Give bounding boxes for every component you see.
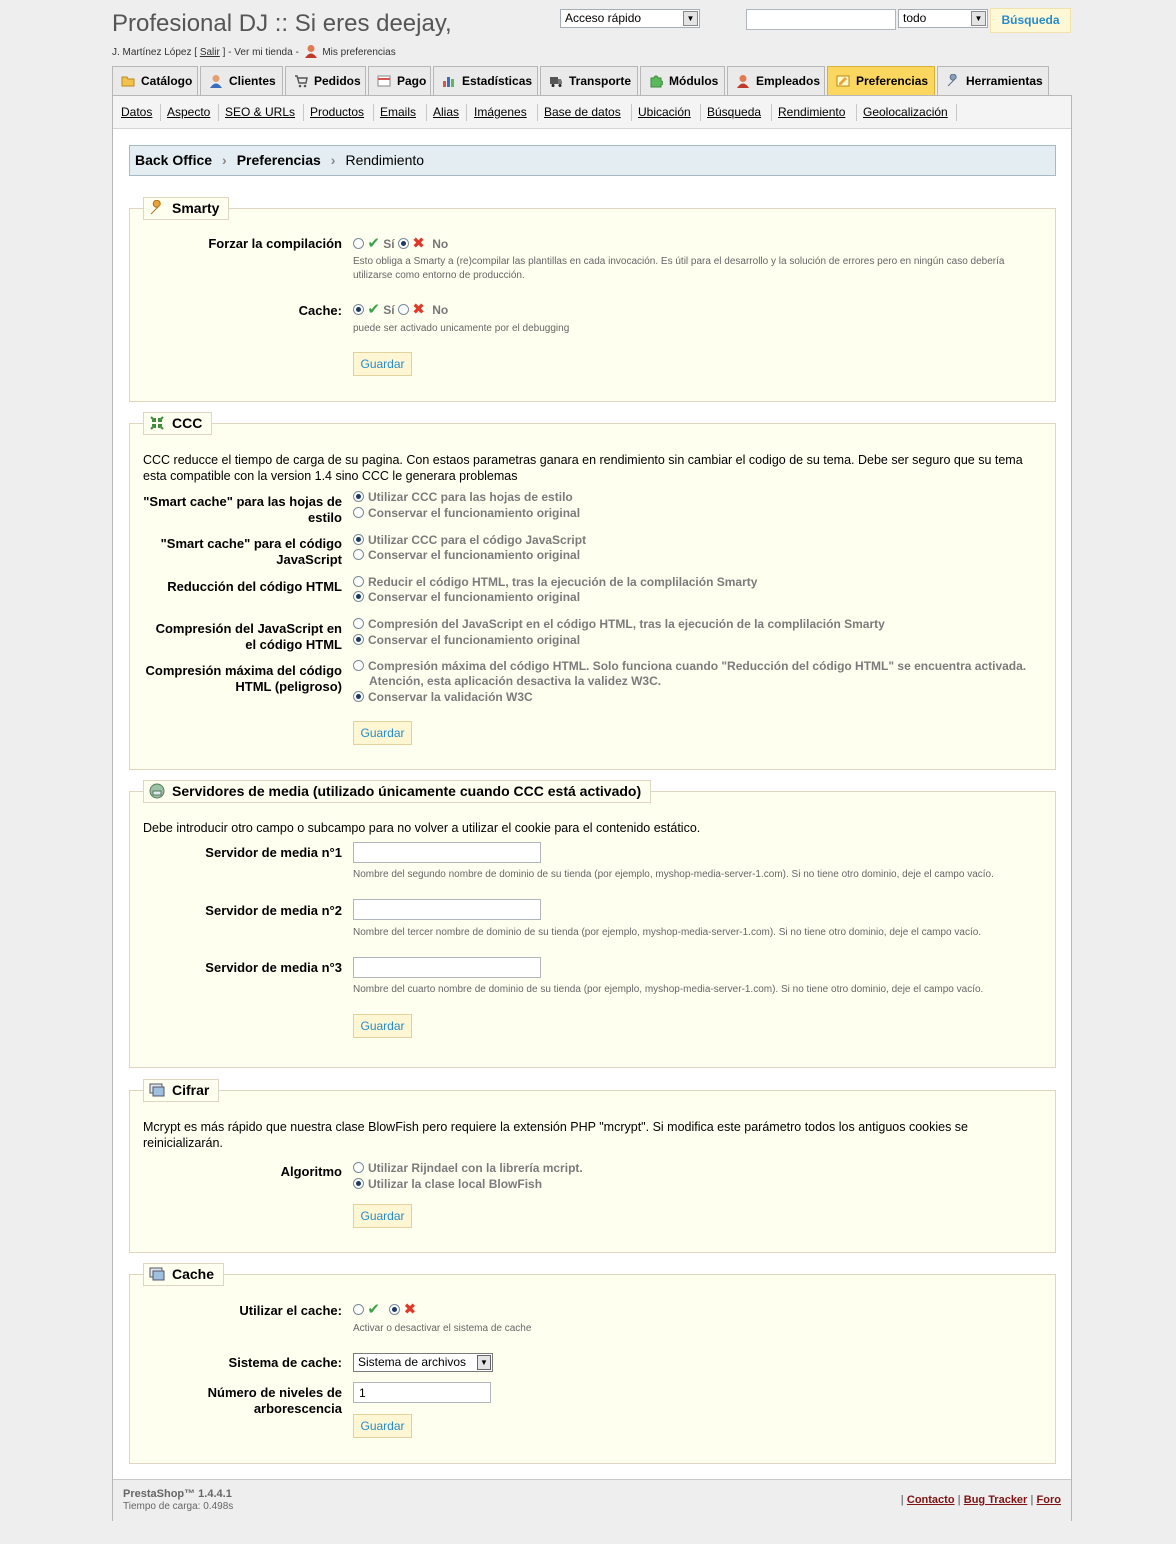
- payment-icon: [377, 74, 391, 88]
- ccc-js-option-2[interactable]: [353, 548, 580, 563]
- tab-label: Empleados: [756, 74, 821, 88]
- option-label: Utilizar Rijndael con la librería mcript.: [368, 1161, 583, 1175]
- preferences-icon: [836, 74, 850, 88]
- media-intro: Debe introducir otro campo o subcampo para no volver a utilizar el cookie para el contenido estático.: [143, 821, 701, 835]
- user-line: J. Martínez López [ Salir ] - Ver mi tienda - Mis preferencias: [112, 44, 396, 58]
- check-icon: ✔: [367, 1301, 380, 1318]
- media-server-2-hint: Nombre del tercer nombre de dominio de su tienda (por ejemplo, myshop-media-server-1.com). Si no tiene otro dominio, deje el campo vacío.: [353, 927, 982, 938]
- algorithm-option-blowfish[interactable]: [353, 1177, 542, 1192]
- ccc-css-option-2[interactable]: [353, 506, 580, 521]
- ccc-legend: [143, 412, 212, 435]
- cache-legend: [143, 1263, 224, 1286]
- search-scope-select[interactable]: [898, 9, 988, 28]
- subnav-seo-urls[interactable]: SEO & URLs: [225, 105, 296, 119]
- quick-access-value: Acceso rápido: [565, 11, 642, 25]
- media-server-3-hint: Nombre del cuarto nombre de dominio de su tienda (por ejemplo, myshop-media-server-1.com). Si no tiene otro dominio, deje el campo vacío.: [353, 984, 984, 995]
- use-cache-hint: Activar o desactivar el sistema de cache: [353, 1323, 532, 1334]
- algorithm-label: Algoritmo: [280, 1164, 342, 1179]
- ccc-css-radio-1[interactable]: [353, 491, 364, 502]
- subnav-imagenes[interactable]: Imágenes: [474, 105, 527, 119]
- breadcrumb-item[interactable]: Preferencias: [236, 152, 321, 168]
- tab-label: Módulos: [669, 74, 719, 88]
- user-icon: [304, 44, 318, 58]
- stats-icon: [442, 74, 456, 88]
- algorithm-option-rijndael[interactable]: [353, 1161, 583, 1176]
- tab-label: Transporte: [569, 74, 632, 88]
- option-label: Utilizar la clase local BlowFish: [368, 1177, 543, 1191]
- sub-navigation: [113, 96, 1071, 129]
- media-server-1-hint: Nombre del segundo nombre de dominio de su tienda (por ejemplo, myshop-media-server-1.com). Si no tiene otro dominio, deje el campo vacío.: [353, 869, 994, 880]
- option-label: Reducir el código HTML, tras la ejecución de la complilación Smarty: [368, 575, 758, 589]
- cache-system-select[interactable]: [353, 1353, 493, 1372]
- tab-label: Herramientas: [966, 74, 1043, 88]
- site-title: Profesional DJ :: Si eres deejay,: [112, 10, 452, 37]
- my-preferences-link[interactable]: Mis preferencias: [322, 47, 396, 58]
- media-servers-section: [129, 783, 1056, 1068]
- subnav-geolocalizacion[interactable]: Geolocalización: [863, 105, 948, 119]
- ccc-hmax-radio-1[interactable]: [353, 660, 364, 671]
- use-cache-label: Utilizar el cache:: [239, 1303, 342, 1318]
- search-scope-value: todo: [903, 11, 927, 25]
- yes-label: Sí: [383, 237, 395, 251]
- force-compile-hint: Esto obliga a Smarty a (re)compilar las plantillas en cada invocación. Es útil para el desarrollo y la solución de errores pero en ningún caso debería utilizarse como entorno de producción.: [353, 256, 1005, 281]
- tab-label: Estadísticas: [462, 74, 533, 88]
- employee-icon: [736, 74, 750, 88]
- cart-icon: [294, 74, 308, 88]
- load-time-text: Tiempo de carga: 0.498s: [123, 1501, 234, 1512]
- cross-icon: ✖: [412, 235, 425, 252]
- breadcrumb-item[interactable]: Back Office: [135, 152, 213, 168]
- ccc-hmax-option-1[interactable]: [353, 659, 1033, 689]
- ccc-css-label: "Smart cache" para las hojas de estilo: [143, 494, 342, 525]
- search-input[interactable]: [746, 9, 896, 30]
- cache-yes-radio[interactable]: [353, 304, 364, 315]
- cipher-intro: Mcrypt es más rápido que nuestra clase BlowFish pero requiere la extensión PHP "mcrypt". Si modifica este parámetro todos los antiguos cookies se reinicializarán.: [143, 1120, 969, 1150]
- media-server-3-label: Servidor de media n°3: [205, 960, 342, 975]
- tab-pago[interactable]: [368, 66, 431, 96]
- subnav-emails[interactable]: Emails: [380, 105, 417, 119]
- tab-estadisticas[interactable]: [433, 66, 538, 96]
- view-store-link[interactable]: Ver mi tienda: [234, 47, 293, 58]
- subnav-busqueda[interactable]: Búsqueda: [707, 105, 762, 119]
- version-text: PrestaShop™ 1.4.4.1: [123, 1488, 232, 1500]
- contact-link[interactable]: Contacto: [906, 1494, 955, 1506]
- user-icon: [209, 74, 223, 88]
- option-label: Conservar el funcionamiento original: [368, 590, 581, 604]
- ccc-css-option-1[interactable]: [353, 490, 573, 505]
- tab-clientes[interactable]: [200, 66, 283, 96]
- computer-icon: [149, 1082, 165, 1098]
- logout-link[interactable]: Salir: [199, 47, 220, 58]
- smarty-legend: [143, 197, 229, 220]
- cache-system-value: Sistema de archivos: [358, 1355, 467, 1369]
- cache-no-radio[interactable]: [398, 304, 409, 315]
- tab-label: Pedidos: [314, 74, 361, 88]
- cache-title: Cache: [172, 1266, 215, 1282]
- cache-save-button[interactable]: Guardar: [353, 1414, 412, 1438]
- cache-label: Cache:: [298, 303, 342, 318]
- subnav-aspecto[interactable]: Aspecto: [167, 105, 211, 119]
- chevron-down-icon: ▼: [683, 11, 698, 26]
- folder-icon: [121, 74, 135, 88]
- algorithm-radio-rijndael[interactable]: [353, 1162, 364, 1173]
- tab-label: Preferencias: [856, 74, 929, 88]
- tab-empleados[interactable]: [727, 66, 825, 96]
- option-label: Utilizar CCC para el código JavaScript: [368, 533, 587, 547]
- use-cache-options: [353, 1300, 416, 1318]
- quick-access-select[interactable]: [560, 9, 700, 28]
- media-legend: [143, 780, 651, 803]
- breadcrumb: [129, 145, 1056, 176]
- force-compile-yes-radio[interactable]: [353, 238, 364, 249]
- cache-options: [353, 300, 448, 318]
- cache-system-label: Sistema de cache:: [228, 1355, 342, 1370]
- footer-links: | Contacto | Bug Tracker | Foro: [900, 1494, 1061, 1506]
- option-label: Conservar el funcionamiento original: [368, 548, 581, 562]
- ccc-css-radio-2[interactable]: [353, 507, 364, 518]
- server-icon: [149, 783, 165, 799]
- cross-icon: ✖: [412, 301, 425, 318]
- tab-catalogo[interactable]: [112, 66, 198, 96]
- ccc-hmax-label: Compresión máxima del código HTML (peligroso): [145, 663, 342, 694]
- media-server-2-input[interactable]: [353, 899, 541, 920]
- chevron-down-icon: ▼: [477, 1355, 491, 1370]
- search-button[interactable]: Búsqueda: [990, 8, 1071, 33]
- chevron-down-icon: ▼: [971, 11, 986, 26]
- subnav-productos[interactable]: Productos: [310, 105, 365, 119]
- ccc-jsinline-label: Compresión del JavaScript en el código HTML: [155, 621, 342, 652]
- smarty-save-button[interactable]: Guardar: [353, 352, 412, 376]
- ccc-section: [129, 415, 1056, 770]
- option-label: Compresión máxima del código HTML. Solo funciona cuando "Reducción del código HTML" se encuentra activada. Atención, esta aplicación desactiva la validez W3C.: [368, 659, 1027, 688]
- yes-label: Sí: [383, 303, 395, 317]
- ccc-js-option-1[interactable]: [353, 533, 586, 548]
- ccc-html-radio-2[interactable]: [353, 591, 364, 602]
- puzzle-icon: [649, 74, 663, 88]
- breadcrumb-current: Rendimiento: [345, 152, 425, 168]
- check-icon: ✔: [367, 301, 380, 318]
- subnav-rendimiento[interactable]: Rendimiento: [778, 105, 846, 119]
- media-server-1-label: Servidor de media n°1: [205, 845, 342, 860]
- use-cache-no-radio[interactable]: [389, 1304, 400, 1315]
- ccc-js-radio-1[interactable]: [353, 534, 364, 545]
- tab-transporte[interactable]: [540, 66, 638, 96]
- force-compile-label: Forzar la compilación: [208, 236, 342, 251]
- forum-link[interactable]: Foro: [1036, 1494, 1061, 1506]
- cipher-title: Cifrar: [172, 1082, 210, 1098]
- cipher-save-button[interactable]: Guardar: [353, 1204, 412, 1228]
- ccc-jsinline-radio-1[interactable]: [353, 618, 364, 629]
- force-compile-no-radio[interactable]: [398, 238, 409, 249]
- bugtracker-link[interactable]: Bug Tracker: [963, 1494, 1028, 1506]
- media-server-2-label: Servidor de media n°2: [205, 903, 342, 918]
- media-server-1-input[interactable]: [353, 842, 541, 863]
- tab-label: Catálogo: [141, 74, 193, 88]
- media-save-button[interactable]: Guardar: [353, 1014, 412, 1038]
- user-name: J. Martínez López: [112, 47, 192, 58]
- ccc-save-button[interactable]: Guardar: [353, 721, 412, 745]
- smarty-section: [129, 200, 1056, 402]
- algorithm-radio-blowfish[interactable]: [353, 1178, 364, 1189]
- tab-pedidos[interactable]: [285, 66, 366, 96]
- chevron-right-icon: ›: [330, 152, 336, 168]
- tab-label: Pago: [397, 74, 427, 88]
- ccc-hmax-radio-2[interactable]: [353, 691, 364, 702]
- ccc-html-radio-1[interactable]: [353, 576, 364, 587]
- smarty-title: Smarty: [172, 200, 220, 216]
- use-cache-yes-radio[interactable]: [353, 1304, 364, 1315]
- option-label: Conservar la validación W3C: [368, 690, 533, 704]
- ccc-hmax-option-2[interactable]: [353, 690, 533, 705]
- tab-modulos[interactable]: [640, 66, 725, 96]
- no-label: No: [432, 303, 449, 317]
- check-icon: ✔: [367, 235, 380, 252]
- truck-icon: [549, 74, 563, 88]
- option-label: Utilizar CCC para las hojas de estilo: [368, 490, 573, 504]
- ccc-js-label: "Smart cache" para el código JavaScript: [160, 536, 342, 567]
- option-label: Conservar el funcionamiento original: [368, 633, 581, 647]
- tree-levels-input[interactable]: [353, 1382, 491, 1403]
- force-compile-options: [353, 234, 448, 252]
- option-label: Conservar el funcionamiento original: [368, 506, 581, 520]
- media-title: Servidores de media (utilizado únicamente cuando CCC está activado): [172, 783, 642, 799]
- chevron-right-icon: ›: [222, 152, 227, 168]
- ccc-html-label: Reducción del código HTML: [167, 579, 342, 594]
- wrench-icon: [149, 200, 165, 216]
- subnav-ubicacion[interactable]: Ubicación: [638, 105, 691, 119]
- ccc-js-radio-2[interactable]: [353, 549, 364, 560]
- tab-herramientas[interactable]: [937, 66, 1049, 96]
- cross-icon: ✖: [403, 1301, 417, 1318]
- subnav-base-de-datos[interactable]: Base de datos: [544, 105, 621, 119]
- ccc-html-option-2[interactable]: [353, 590, 580, 605]
- tab-label: Clientes: [229, 74, 276, 88]
- computer-icon: [149, 1266, 165, 1282]
- compress-icon: [149, 415, 165, 431]
- ccc-html-option-1[interactable]: [353, 575, 757, 590]
- cipher-section: [129, 1082, 1056, 1253]
- cache-hint: puede ser activado unicamente por el debugging: [353, 323, 570, 334]
- no-label: No: [432, 237, 449, 251]
- ccc-jsinline-option-1[interactable]: [353, 617, 885, 632]
- subnav-datos[interactable]: Datos: [121, 105, 153, 119]
- option-label: Compresión del JavaScript en el código HTML, tras la ejecución de la complilación Smarty: [368, 617, 885, 631]
- wrench-icon: [946, 74, 960, 88]
- subnav-alias[interactable]: Alias: [433, 105, 460, 119]
- media-server-3-input[interactable]: [353, 957, 541, 978]
- cache-section: [129, 1266, 1056, 1464]
- tree-levels-label: Número de niveles de arborescencia: [207, 1385, 342, 1416]
- ccc-jsinline-option-2[interactable]: [353, 633, 580, 648]
- footer: [113, 1479, 1071, 1521]
- ccc-intro: CCC reducce el tiempo de carga de su pagina. Con estaos parametras ganara en rendimiento sin cambiar el codigo de su tema. Debe ser seguro que su tema esta compatible con la version 1.4 sino CCC le generara problemas: [143, 453, 1023, 483]
- main-panel: [112, 95, 1072, 1521]
- tab-preferencias[interactable]: [827, 66, 935, 96]
- cipher-legend: [143, 1079, 219, 1102]
- ccc-jsinline-radio-2[interactable]: [353, 634, 364, 645]
- ccc-title: CCC: [172, 415, 203, 431]
